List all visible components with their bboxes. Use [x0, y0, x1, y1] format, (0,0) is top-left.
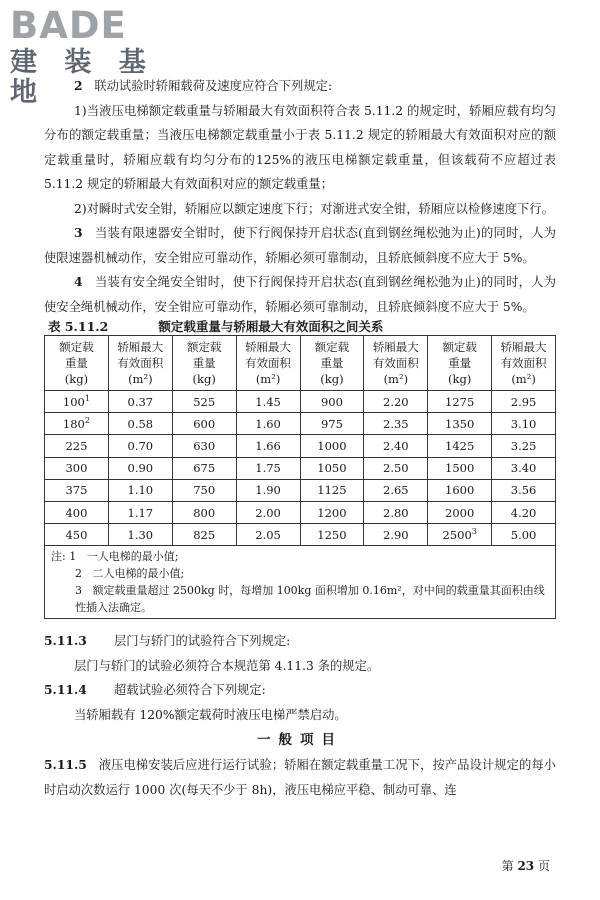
- table-cell: 975: [300, 413, 364, 435]
- table-cell: 3.10: [492, 413, 556, 435]
- table-row: [45, 457, 556, 479]
- table-cell: 800: [172, 501, 236, 523]
- section-number: 5.11.4: [44, 682, 87, 698]
- table-cell: 4.20: [492, 501, 556, 523]
- item-3-number: 3: [74, 225, 83, 240]
- table-cell: 300: [45, 457, 109, 479]
- item-2-number: 2: [74, 78, 83, 93]
- header-load: 额定载 重量 (kg): [45, 336, 109, 391]
- table-cell: 825: [172, 524, 236, 546]
- section-number: 5.11.3: [44, 633, 87, 649]
- header-area: 轿厢最大 有效面积 (m²): [364, 336, 428, 391]
- section-5-11-4: [44, 678, 556, 703]
- table-notes: [45, 546, 556, 619]
- table-cell: 1.30: [108, 524, 172, 546]
- table-cell: 3.40: [492, 457, 556, 479]
- section-5-11-3-body: 层门与轿门的试验必须符合本规范第 4.11.3 条的规定。: [74, 658, 380, 673]
- table-cell: 1.66: [236, 435, 300, 457]
- table-cell: 5.00: [492, 524, 556, 546]
- table-cell: 3.56: [492, 479, 556, 501]
- header-load: 额定载 重量 (kg): [300, 336, 364, 391]
- header-area: 轿厢最大 有效面积 (m²): [236, 336, 300, 391]
- table-cell: $180^2$: [45, 413, 109, 435]
- table-row: [45, 524, 556, 546]
- header-load: 额定载 重量 (kg): [172, 336, 236, 391]
- table-cell: 900: [300, 391, 364, 413]
- table-cell: 1.75: [236, 457, 300, 479]
- table-number: 表 5.11.2: [48, 319, 109, 334]
- item-2: [44, 74, 556, 99]
- section-5-11-5-body: 液压电梯安装后应进行运行试验；轿厢在额定载重量工况下，按产品设计规定的每小时启动次数运行 1000 次(每天不少于 8h)，液压电梯应平稳、制动可靠、连: [44, 758, 556, 797]
- table-cell: 2.00: [236, 501, 300, 523]
- note-1: 注: 1 一人电梯的最小值;: [51, 550, 179, 564]
- table-cell: 375: [45, 479, 109, 501]
- table-cell: 400: [45, 501, 109, 523]
- table-cell: 1.60: [236, 413, 300, 435]
- table-cell: 0.70: [108, 435, 172, 457]
- header-area: 轿厢最大 有效面积 (m²): [492, 336, 556, 391]
- table-cell: 1.90: [236, 479, 300, 501]
- table-cell: 1200: [300, 501, 364, 523]
- table-cell: $100^1$: [45, 391, 109, 413]
- table-cell: 2000: [428, 501, 492, 523]
- table-notes-row: [45, 546, 556, 619]
- table-cell: 2.95: [492, 391, 556, 413]
- table-cell: 0.58: [108, 413, 172, 435]
- item-4-number: 4: [74, 274, 83, 289]
- table-title: 额定载重量与轿厢最大有效面积之间关系: [158, 319, 384, 334]
- table-cell: 0.37: [108, 391, 172, 413]
- table-cell: 750: [172, 479, 236, 501]
- table-cell: 3.25: [492, 435, 556, 457]
- table-cell: 2.35: [364, 413, 428, 435]
- section-5-11-5: [44, 753, 556, 802]
- logo-chinese: 建 装 基 地: [10, 47, 155, 108]
- table-cell: 1250: [300, 524, 364, 546]
- section-5-11-3: [44, 629, 556, 654]
- item-2-text: 联动试验时轿厢载荷及速度应符合下列规定:: [94, 79, 333, 93]
- table-cell: 2.40: [364, 435, 428, 457]
- item-2-sub-1: 1)当液压电梯额定载重量与轿厢最大有效面积符合表 5.11.2 的规定时，轿厢应载有均匀分布的额定载重量；当液压电梯额定载重量小于表 5.11.2 规定的轿厢最大有效面积对应的额定载重量时，轿厢应载有均匀分布的125%的液压电梯额定载重量，但该载荷不应超过表 5.11.2 规定的轿厢最大有效面积对应的额定载重量；: [44, 103, 556, 191]
- table-row: [45, 501, 556, 523]
- table-cell: 2.20: [364, 391, 428, 413]
- section-5-11-4-body: 当轿厢载有 120%额定载荷时液压电梯严禁启动。: [74, 707, 347, 722]
- table-cell: 675: [172, 457, 236, 479]
- table-cell: 1350: [428, 413, 492, 435]
- section-title: 超载试验必须符合下列规定:: [114, 683, 266, 698]
- table-cell: 1275: [428, 391, 492, 413]
- note-2: 2 二人电梯的最小值;: [75, 567, 185, 581]
- section-number: 5.11.5: [44, 757, 87, 773]
- general-items-heading: 一般项目: [257, 732, 343, 749]
- table-cell: 1050: [300, 457, 364, 479]
- table-cell: 1500: [428, 457, 492, 479]
- table-cell: 1.45: [236, 391, 300, 413]
- item-3-text: 当装有限速器安全钳时，使下行阀保持开启状态(直到钢丝绳松弛为止)的同时，人为使限速器机械动作，安全钳应可靠动作，轿厢必须可靠制动，且轿底倾斜度不应大于 5%。: [44, 226, 556, 265]
- logo-english: BADE: [10, 4, 127, 47]
- page-number: 第 23 页: [501, 859, 550, 873]
- page-content: [44, 74, 556, 802]
- table-caption: [44, 319, 556, 335]
- table-row: [45, 391, 556, 413]
- table-cell: 525: [172, 391, 236, 413]
- table-cell: 2.80: [364, 501, 428, 523]
- table-cell: 1600: [428, 479, 492, 501]
- header-load: 额定载 重量 (kg): [428, 336, 492, 391]
- table-cell: 1.17: [108, 501, 172, 523]
- header-area: 轿厢最大 有效面积 (m²): [108, 336, 172, 391]
- item-3: [44, 221, 556, 270]
- table-cell: 1425: [428, 435, 492, 457]
- table-cell: 1000: [300, 435, 364, 457]
- table-header-row: [45, 336, 556, 391]
- item-4-text: 当装有安全绳安全钳时，使下行阀保持开启状态(直到钢丝绳松弛为止)的同时，人为使安全绳机械动作，安全钳应可靠动作，轿厢必须可靠制动，且轿底倾斜度不应大于 5%。: [44, 275, 556, 314]
- table-cell: 600: [172, 413, 236, 435]
- load-area-table: [44, 335, 556, 619]
- table-cell: 2500$^3$: [428, 524, 492, 546]
- table-cell: 0.90: [108, 457, 172, 479]
- table-cell: 450: [45, 524, 109, 546]
- table-cell: 1.10: [108, 479, 172, 501]
- item-2-sub-2: 2)对瞬时式安全钳，轿厢应以额定速度下行；对渐进式安全钳，轿厢应以检修速度下行。: [74, 201, 554, 216]
- table-cell: 2.05: [236, 524, 300, 546]
- table-cell: 2.90: [364, 524, 428, 546]
- section-title: 层门与轿门的试验符合下列规定:: [114, 634, 291, 649]
- table-cell: 2.50: [364, 457, 428, 479]
- table-cell: 2.65: [364, 479, 428, 501]
- table-row: [45, 479, 556, 501]
- note-3: 3 额定载重量超过 2500kg 时，每增加 100kg 面积增加 0.16m²，对中间的载重量其面积由线性插入法确定。: [75, 584, 545, 615]
- table-cell: 225: [45, 435, 109, 457]
- table-row: [45, 435, 556, 457]
- table-row: [45, 413, 556, 435]
- table-cell: 630: [172, 435, 236, 457]
- item-4: [44, 270, 556, 319]
- table-cell: 1125: [300, 479, 364, 501]
